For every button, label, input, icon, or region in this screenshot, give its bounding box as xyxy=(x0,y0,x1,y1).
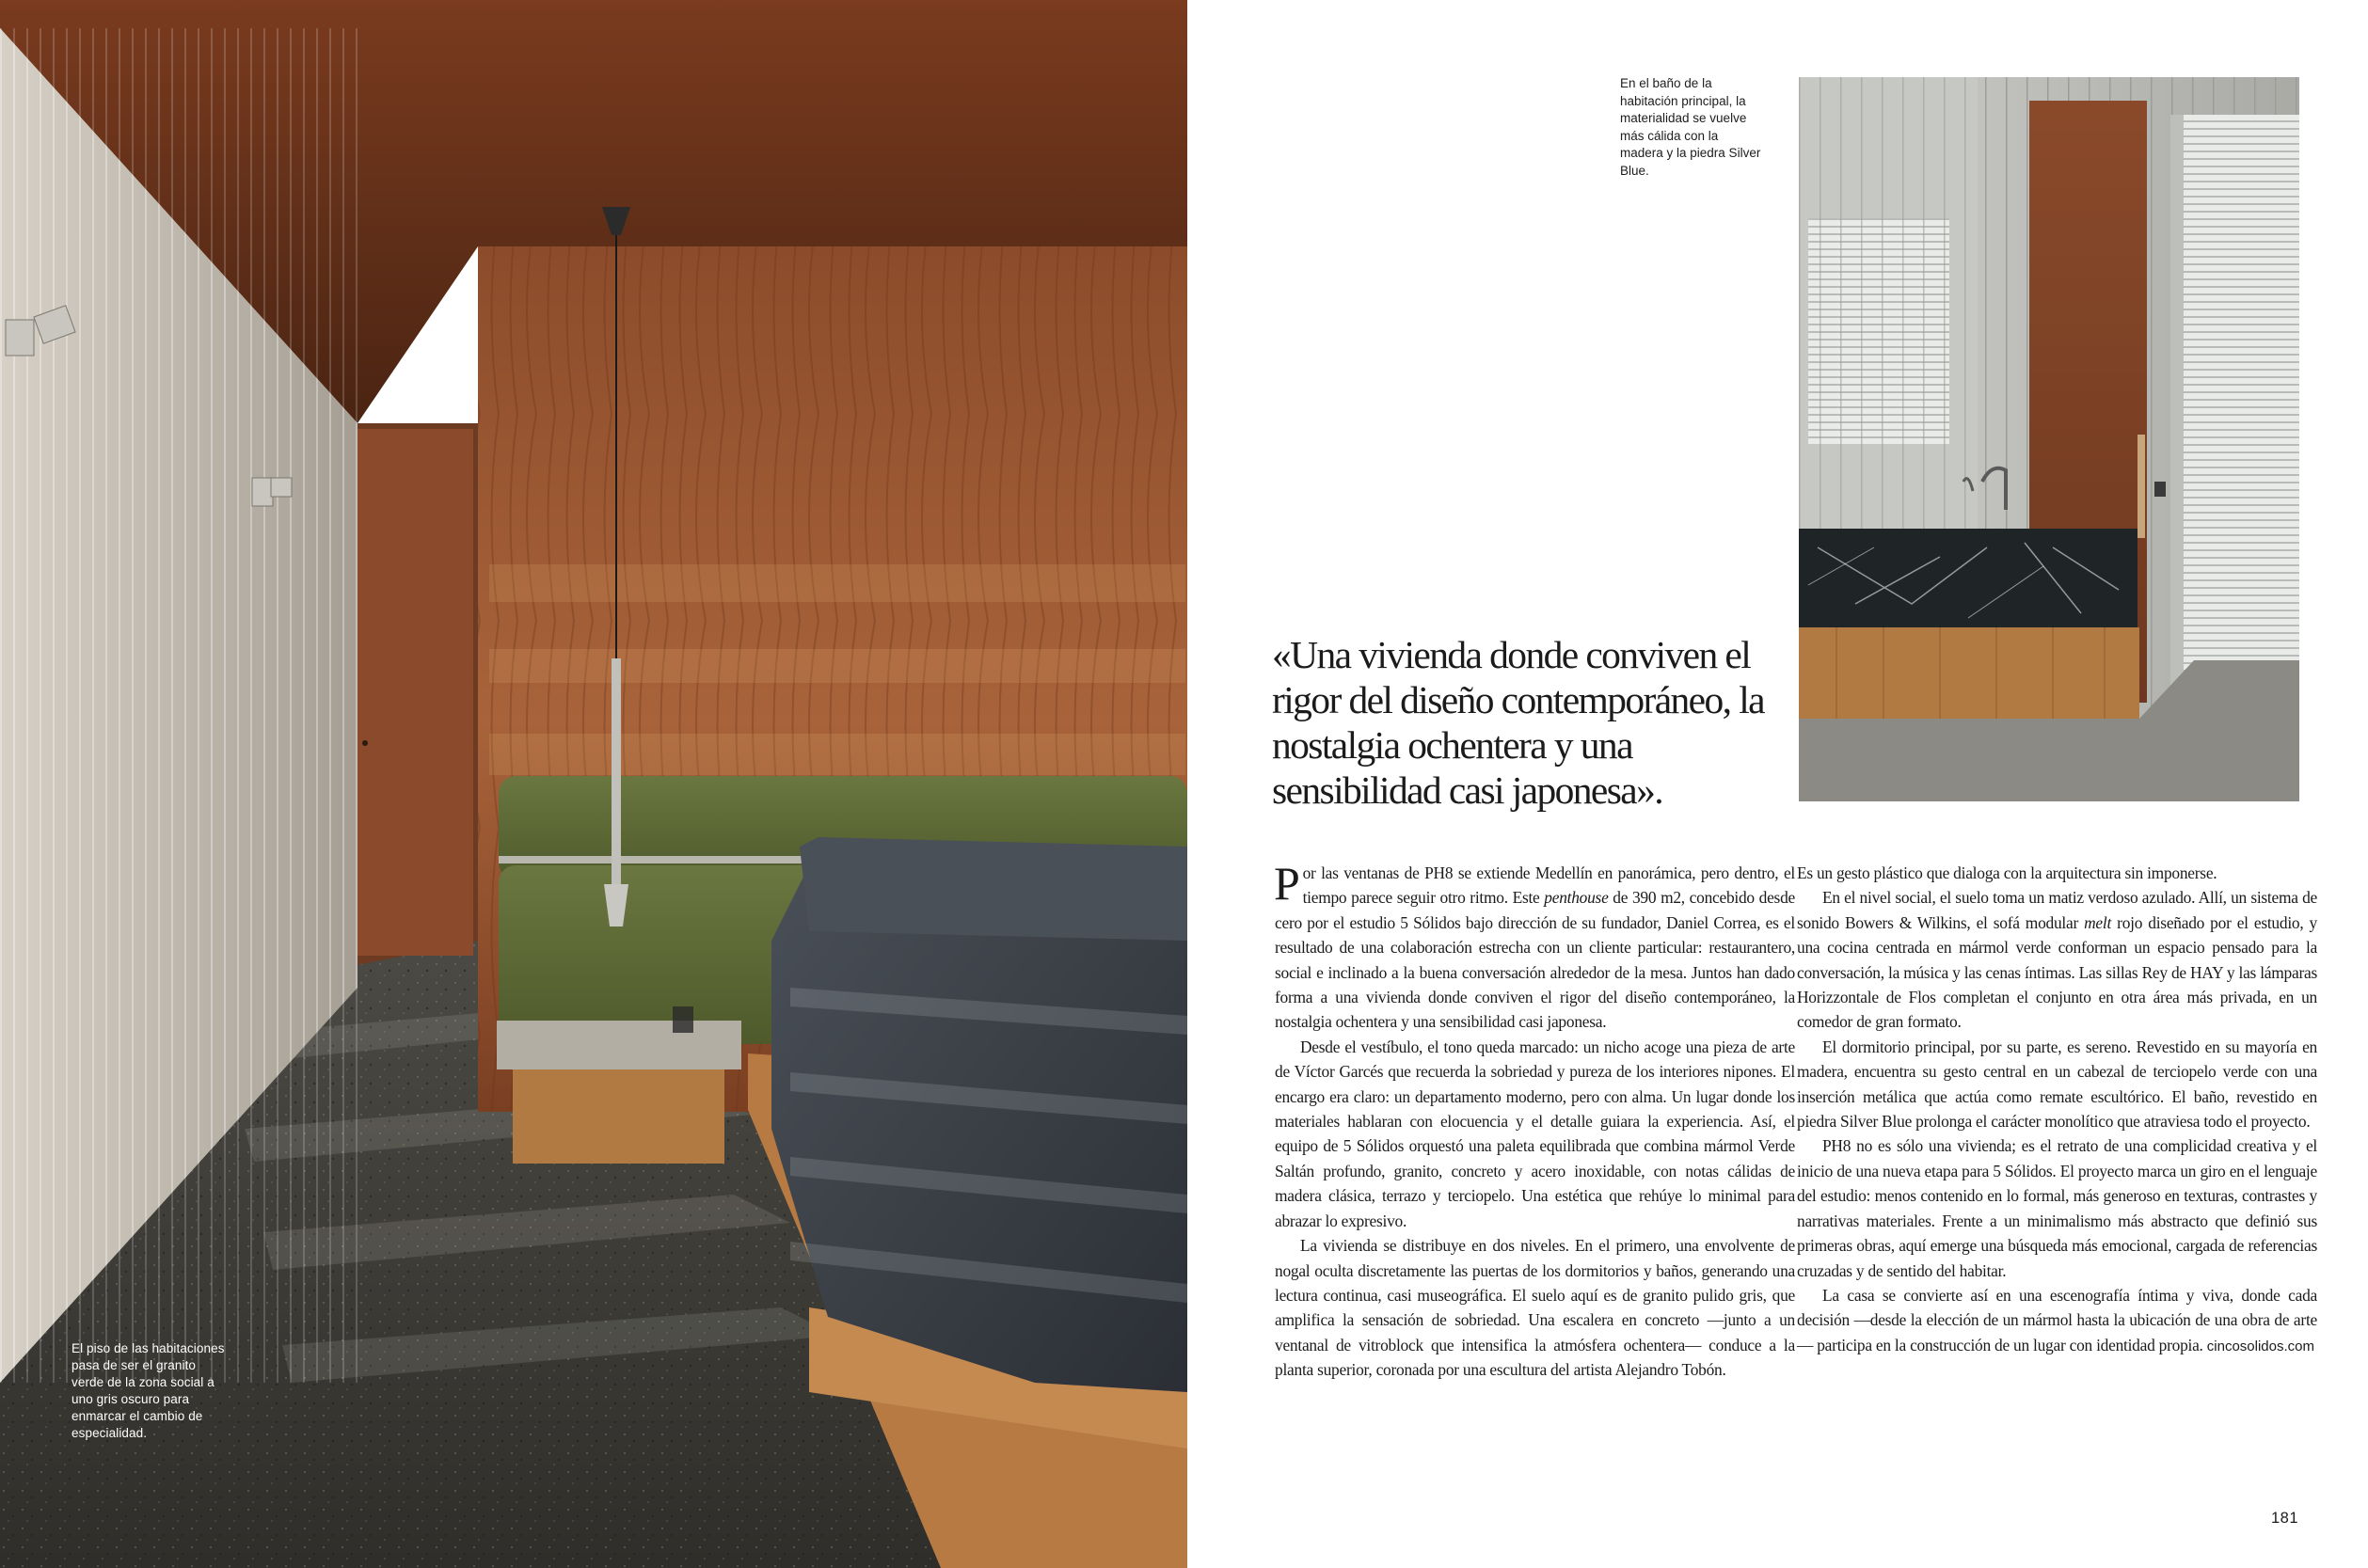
article-paragraph xyxy=(1274,857,1795,1035)
paragraph-text: de 390 m2, concebido desde cero por el estudio 5 Sólidos bajo dirección de su fundador, Daniel Correa, es el resultado de una colaboración estrecha con un cliente particular: restaurantero, social e inclinado a la buena conversación alrededor de la mesa. Juntos han dado forma a una vivienda donde conviven el rigor del diseño contemporáneo, la nostalgia ochentera y una sensibilidad casi japonesa. xyxy=(1275,888,1795,1032)
article-paragraph: Desde el vestíbulo, el tono queda marcado: un nicho acoge una pieza de arte de Víctor Garcés que recuerda la sobriedad y pureza de los interiores nipones. El encargo era claro: un departamento moderno, pero con alma. Un lugar donde los materiales hablaran con elocuencia y el detalle guiara la experiencia. Así, el equipo de 5 Sólidos orquestó una paleta equilibrada que combina mármol Verde Saltán profundo, granito, concreto y acero inoxidable, con notas cálidas de madera clásica, terrazo y terciopelo. Una estética que rehúye lo minimal para abrazar lo expresivo. xyxy=(1275,1037,1795,1230)
article-paragraph xyxy=(1797,1283,2317,1359)
paragraph-text: or las ventanas de PH8 se extiende Medellín en panorámica, pero dentro, el tiempo parece seguir otro ritmo. Este xyxy=(1302,863,1795,908)
article-paragraph: PH8 no es sólo una vivienda; es el retrato de una complicidad creativa y el inicio de una nueva etapa para 5 Sólidos. El proyecto marca un giro en el lenguaje del estudio: menos contenido en lo formal, más generoso en texturas, contrastes y narrativas materiales. Frente a un minimalismo más abstracto que definió sus primeras obras, aquí emerge una búsqueda más emocional, cargada de referencias cruzadas y de sentido del habitar. xyxy=(1797,1136,2317,1280)
article-paragraph: La vivienda se distribuye en dos niveles. En el primero, una envolvente de nogal oculta discretamente las puertas de los dormitorios y baños, generando una lectura continua, casi museográfica. El suelo aquí es de granito pulido gris, que amplifica la sensación de sobriedad. Una escalera en concreto —junto a un ventanal de vitroblock que intensifica la atmósfera ochentera— conduce a la planta superior, coronada por una escultura del artista Alejandro Tobón. xyxy=(1275,1236,1795,1380)
drop-cap: P xyxy=(1274,857,1300,910)
website-credit: cincosolidos.com xyxy=(2206,1338,2314,1354)
paragraph-text: En el nivel social, el suelo toma un matiz verdoso azulado. Allí, un sistema de sonido Bowers & Wilkins, el sofá modular xyxy=(1797,888,2317,932)
article-paragraph: Es un gesto plástico que dialoga con la arquitectura sin imponerse. xyxy=(1797,863,2217,882)
italic-term: melt xyxy=(2084,912,2112,932)
article-paragraph: El dormitorio principal, por su parte, es sereno. Revestido en su mayoría en madera, encuentra su gesto central en un cabezal de terciopelo verde con una inserción metálica que actúa como remate escultórico. El baño, revestido en piedra Silver Blue prolonga el carácter monolítico que atraviesa todo el proyecto. xyxy=(1797,1037,2317,1132)
bath-photo-caption: En el baño de la habitación principal, la materialidad se vuelve más cálida con la madera y la piedra Silver Blue. xyxy=(1620,76,1761,178)
article-column-1 xyxy=(1274,857,1795,1383)
article-paragraph xyxy=(1797,885,2317,1034)
bathroom-photo xyxy=(1799,77,2299,801)
italic-term: penthouse xyxy=(1544,888,1609,908)
article-column-2 xyxy=(1797,861,2317,1359)
paragraph-text: La casa se convierte así en una escenografía íntima y viva, donde cada decisión —desde la elección de un mármol hasta la ubicación de una obra de arte— participa en la construcción de un lugar con identidad propia. xyxy=(1797,1285,2317,1354)
paragraph-text: rojo diseñado por el estudio, y una cocina centrada en mármol verde conforman un espacio pensado para la conversación, la música y las cenas íntimas. Las sillas Rey de HAY y las lámparas Horizzontale de Flos completan el conjunto en otra área más privada, en un comedor de gran formato. xyxy=(1797,912,2317,1032)
pull-quote: «Una vivienda donde conviven el rigor del diseño contemporáneo, la nostalgia ochentera y una sensibilidad casi japonesa». xyxy=(1272,633,1764,812)
page-number: 181 xyxy=(2271,1510,2299,1527)
left-photo-caption: El piso de las habitaciones pasa de ser el granito verde de la zona social a uno gris oscuro para enmarcar el cambio de especialidad. xyxy=(72,1341,225,1440)
